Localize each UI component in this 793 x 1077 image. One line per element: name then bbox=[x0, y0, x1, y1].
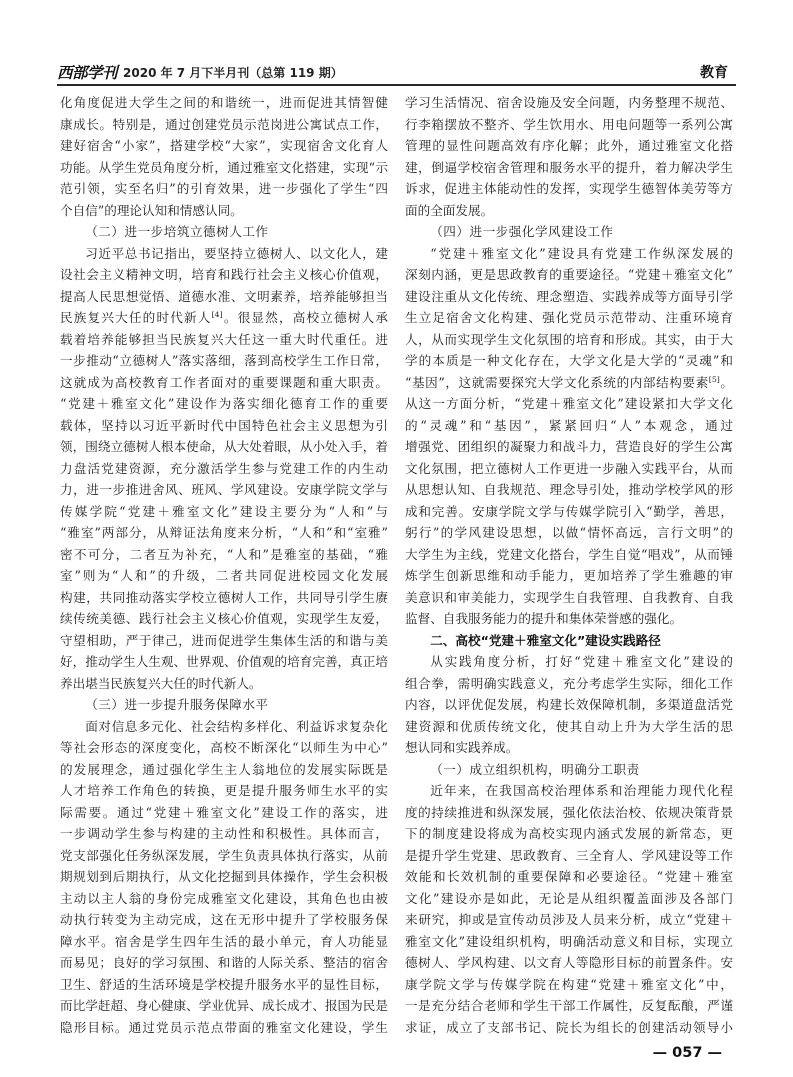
text-line: 从这一方面分析，“党建＋雅室文化”建设紧扣大学文化 bbox=[405, 396, 733, 411]
paragraph bbox=[60, 92, 388, 221]
text-line: 载体，坚持以习近平新时代中国特色社会主义思想为引 bbox=[60, 417, 388, 433]
text-line: 度的持续推进和纵深发展，强化依法治校、依规决策背景 bbox=[405, 804, 733, 820]
text-line: 卫生、舒适的生活环境是学校提升服务水平的显性目标， bbox=[60, 976, 388, 992]
text-line: 行李箱摆放不整齐、学生饮用水、用电问题等一系列公寓 bbox=[405, 116, 733, 132]
text-line: 内容，以评优促发展，构建长效保障机制，多渠道盘活党 bbox=[405, 697, 733, 712]
text-line: 成和完善。安康学院文学与传媒学院引入“勤学，善思， bbox=[405, 503, 733, 519]
text-line: 习近平总书记指出，要坚持立德树人、以文化人，建 bbox=[85, 245, 388, 261]
text-line: 文化氛围，把立德树人工作更进一步融入实践平台，从而 bbox=[405, 460, 733, 476]
text-line: 功能。从学生党员角度分析，通过雅室文化搭建，实现“示 bbox=[60, 159, 388, 175]
paragraph bbox=[405, 92, 733, 221]
journal-logo: 西部学刊 bbox=[57, 63, 118, 82]
text-line: 雅室文化”建设组织机构，明确活动意义和目标，实现立 bbox=[405, 933, 733, 949]
header-divider bbox=[57, 84, 736, 86]
text-line: 增强党、团组织的凝聚力和战斗力，营造良好的学生公寓 bbox=[405, 439, 733, 454]
citation-reference: [4] bbox=[211, 309, 223, 319]
paragraph bbox=[60, 716, 388, 1039]
text-line: 生立足宿舍文化构建、强化党员示范带动、注重环境育 bbox=[405, 310, 733, 325]
text-line: 下的制度建设将成为高校实现内涵式发展的新常态，更 bbox=[405, 826, 733, 841]
text-line: 期规划到后期执行，从文化挖掘到具体操作，学生会积极 bbox=[60, 869, 388, 884]
text-line: 组合拳，需明确实践意义，充分考虑学生实际，细化工作 bbox=[405, 675, 733, 691]
text-line: 人，从而实现学生文化氛围的培育和形成。其实，由于大 bbox=[405, 331, 733, 347]
text-line: 面对信息多元化、社会结构多样化、利益诉求复杂化 bbox=[85, 718, 388, 734]
text-line: 一步推动“立德树人”落实落细，落到高校学生工作日常， bbox=[60, 353, 388, 368]
text-line: 美意识和审美能力，实现学生自我管理、自我教育、自我 bbox=[405, 589, 733, 605]
text-line: 的发展理念，通过强化学生主人翁地位的发展实际既是 bbox=[60, 761, 388, 777]
text-line: 建好宿舍“小家”，搭建学校“大家”，实现宿舍文化育人 bbox=[60, 138, 388, 153]
text-line: 个自信”的理论认知和情感认同。 bbox=[60, 202, 243, 218]
paragraph bbox=[405, 651, 733, 759]
text-line: 领，围绕立德树人根本使命，从大处着眼，从小处入手，着 bbox=[60, 439, 388, 454]
right-text-column bbox=[405, 92, 733, 1038]
text-line: 学的本质是一种文化存在，大学文化是大学的“灵魂”和 bbox=[405, 353, 733, 368]
text-line: 动执行转变为主动完成，这在无形中提升了学校服务保 bbox=[60, 912, 388, 927]
text-line: 而比学赶超、身心健康、学业优异、成长成才、报国为民是 bbox=[60, 998, 388, 1013]
text-line: 深刻内涵，更是思政教育的重要途径。“党建＋雅室文化” bbox=[405, 267, 733, 282]
subsection-heading: （四）进一步强化学风建设工作 bbox=[430, 224, 614, 239]
text-line: 一是充分结合老师和学生干部工作属性，反复酝酿，严谨 bbox=[405, 998, 733, 1013]
paragraph bbox=[60, 243, 388, 695]
text-line: 等社会形态的深度变化，高校不断深化“以师生为中心” bbox=[60, 740, 388, 755]
section-label: 教育 bbox=[700, 65, 728, 81]
text-segment: 。 bbox=[719, 374, 733, 390]
text-line: 室”则为“人和”的升级，二者共同促进校园文化发展 bbox=[60, 568, 388, 583]
text-line: 力，进一步推进舍风、班风、学风建设。安康学院文学与 bbox=[60, 482, 388, 497]
citation-reference: [5] bbox=[708, 374, 720, 384]
text-line: 载着培养能够担当民族复兴大任这一重大时代重任。进 bbox=[60, 331, 388, 347]
text-line: 党支部强化任务纵深发展，学生负责具体执行落实，从前 bbox=[60, 847, 388, 863]
text-line: 近年来，在我国高校治理体系和治理能力现代化程 bbox=[430, 783, 733, 798]
text-line: 文化”建设亦是如此，无论是从组织覆盖面涉及各部门 bbox=[405, 890, 733, 906]
text-line: 效能和长效机制的重要保障和必要途径。“党建＋雅室 bbox=[405, 869, 733, 884]
text-line: 设社会主义精神文明，培育和践行社会主义核心价值观， bbox=[60, 267, 388, 282]
text-line: 养出堪当民族复兴大任的时代新人。 bbox=[60, 675, 262, 691]
text-line bbox=[60, 307, 388, 329]
text-line: 际需要。通过“党建＋雅室文化”建设工作的落实，进 bbox=[60, 804, 388, 820]
text-segment: “基因”，这就需要探究大学文化系统的内部结构要素 bbox=[405, 374, 709, 390]
text-line: 人才培养工作角色的转换，更是提升服务师生水平的实 bbox=[60, 783, 388, 798]
text-segment: 。很显然，高校立德树人承 bbox=[222, 310, 388, 325]
text-line: 是提升学生党建、思政教育、三全育人、学风建设等工作 bbox=[405, 847, 733, 863]
text-line: 而易见；良好的学习氛围、和谐的人际关系、整洁的宿舍 bbox=[60, 955, 388, 970]
text-line: 大学生为主线，党建文化搭台，学生自觉“唱戏”，从而锤 bbox=[405, 546, 733, 562]
running-header bbox=[57, 62, 736, 82]
subsection-heading: （三）进一步提升服务保障水平 bbox=[85, 697, 269, 712]
paragraph bbox=[405, 243, 733, 630]
text-line: 来研究，抑或是宣传动员涉及人员来分析，成立“党建＋ bbox=[405, 912, 733, 927]
text-line: 面的全面发展。 bbox=[405, 202, 494, 218]
text-line: 守望相助，严于律己，进而促进学生集体生活的和谐与美 bbox=[60, 632, 388, 648]
text-line: 学习生活情况、宿舍设施及安全问题，内务整理不规范、 bbox=[405, 95, 733, 110]
text-line: 密不可分，二者互为补充，“人和”是雅室的基础，“雅 bbox=[60, 546, 388, 562]
text-line: 建，倒逼学校宿舍管理和服务水平的提升，着力解决学生 bbox=[405, 159, 733, 175]
text-line: 康成长。特别是，通过创建党员示范岗进公寓试点工作， bbox=[60, 116, 388, 132]
text-line: 构建，共同推动落实学校立德树人工作，共同导引学生赓 bbox=[60, 589, 388, 605]
text-line: 康学院文学与传媒学院在构建“党建＋雅室文化”中， bbox=[405, 976, 733, 992]
text-line bbox=[405, 372, 733, 394]
text-line: 好，推动学生人生观、世界观、价值观的培育完善，真正培 bbox=[60, 654, 388, 669]
text-line: 化角度促进大学生之间的和谐统一，进而促进其情智健 bbox=[60, 95, 388, 110]
text-line: 这就成为高校教育工作者面对的重要课题和重大职责。 bbox=[60, 374, 388, 390]
text-line: 主动以主人翁的身份完成雅室文化建设，其角色也由被 bbox=[60, 890, 388, 906]
issue-info: 2020 年 7 月下半月刊（总第 119 期） bbox=[123, 65, 343, 80]
text-line: 监督、自我服务能力的提升和集体荣誉感的强化。 bbox=[405, 611, 683, 626]
text-line: 炼学生创新思维和动手能力，更加培养了学生雅趣的审 bbox=[405, 568, 733, 583]
text-line: 德树人、学风构建、以文育人等隐形目标的前置条件。安 bbox=[405, 955, 733, 970]
text-line: “党建＋雅室文化”建设作为落实细化德育工作的重要 bbox=[60, 396, 388, 411]
text-line: 力盘活党建资源，充分激活学生参与党建工作的内生动 bbox=[60, 460, 388, 476]
left-text-column bbox=[60, 92, 388, 1038]
text-line: 障水平。宿舍是学生四年生活的最小单元，育人功能显 bbox=[60, 933, 388, 949]
section-heading: 二、高校“党建＋雅室文化”建设实践路径 bbox=[430, 632, 661, 648]
text-line: 的“灵魂”和“基因”，紧紧回归“人”本观念，通过 bbox=[405, 417, 733, 433]
text-line: 一步调动学生参与构建的主动性和积极性。具体而言， bbox=[60, 826, 388, 841]
text-line: 求证，成立了支部书记、院长为组长的创建活动领导小 bbox=[405, 1019, 733, 1035]
text-line: 从实践角度分析，打好“党建＋雅室文化”建设的 bbox=[430, 654, 733, 669]
text-line: “雅室”两部分，从辩证法角度来分析，“人和”和“室雅” bbox=[60, 525, 388, 540]
text-line: 范引领，实至名归”的引育效果，进一步强化了学生“四 bbox=[60, 181, 388, 196]
text-line: 提高人民思想觉悟、道德水准、文明素养，培养能够担当 bbox=[60, 288, 388, 304]
subsection-heading: （二）进一步培筑立德树人工作 bbox=[85, 224, 269, 239]
text-line: 建设注重从文化传统、理念塑造、实践养成等方面导引学 bbox=[405, 288, 733, 304]
text-line: 管理的显性问题高效有序化解；此外，通过雅室文化搭 bbox=[405, 138, 733, 153]
text-line: 续传统美德、践行社会主义核心价值观，实现学生友爱， bbox=[60, 611, 388, 626]
subsection-heading: （一）成立组织机构，明确分工职责 bbox=[430, 761, 640, 777]
text-line: 传媒学院“党建＋雅室文化”建设主要分为“人和”与 bbox=[60, 503, 388, 519]
text-line: 诉求，促进主体能动性的发挥，实现学生德智体美劳等方 bbox=[405, 181, 733, 196]
text-segment: 民族复兴大任的时代新人 bbox=[60, 310, 212, 325]
text-line: 躬行”的学风建设思想，以做“情怀高远，言行文明”的 bbox=[405, 525, 733, 540]
text-line: 隐形目标。通过党员示范点带面的雅室文化建设，学生 bbox=[60, 1019, 388, 1035]
page-number: — 057 — bbox=[652, 1045, 722, 1061]
text-line: “党建＋雅室文化”建设具有党建工作纵深发展的 bbox=[430, 245, 733, 261]
paragraph bbox=[405, 780, 733, 1038]
text-line: 从思想认知、自我规范、理念导引处，推动学校学风的形 bbox=[405, 482, 733, 497]
text-line: 想认同和实践养成。 bbox=[405, 740, 519, 755]
text-line: 建资源和优质传统文化，使其自动上升为大学生活的思 bbox=[405, 718, 733, 734]
